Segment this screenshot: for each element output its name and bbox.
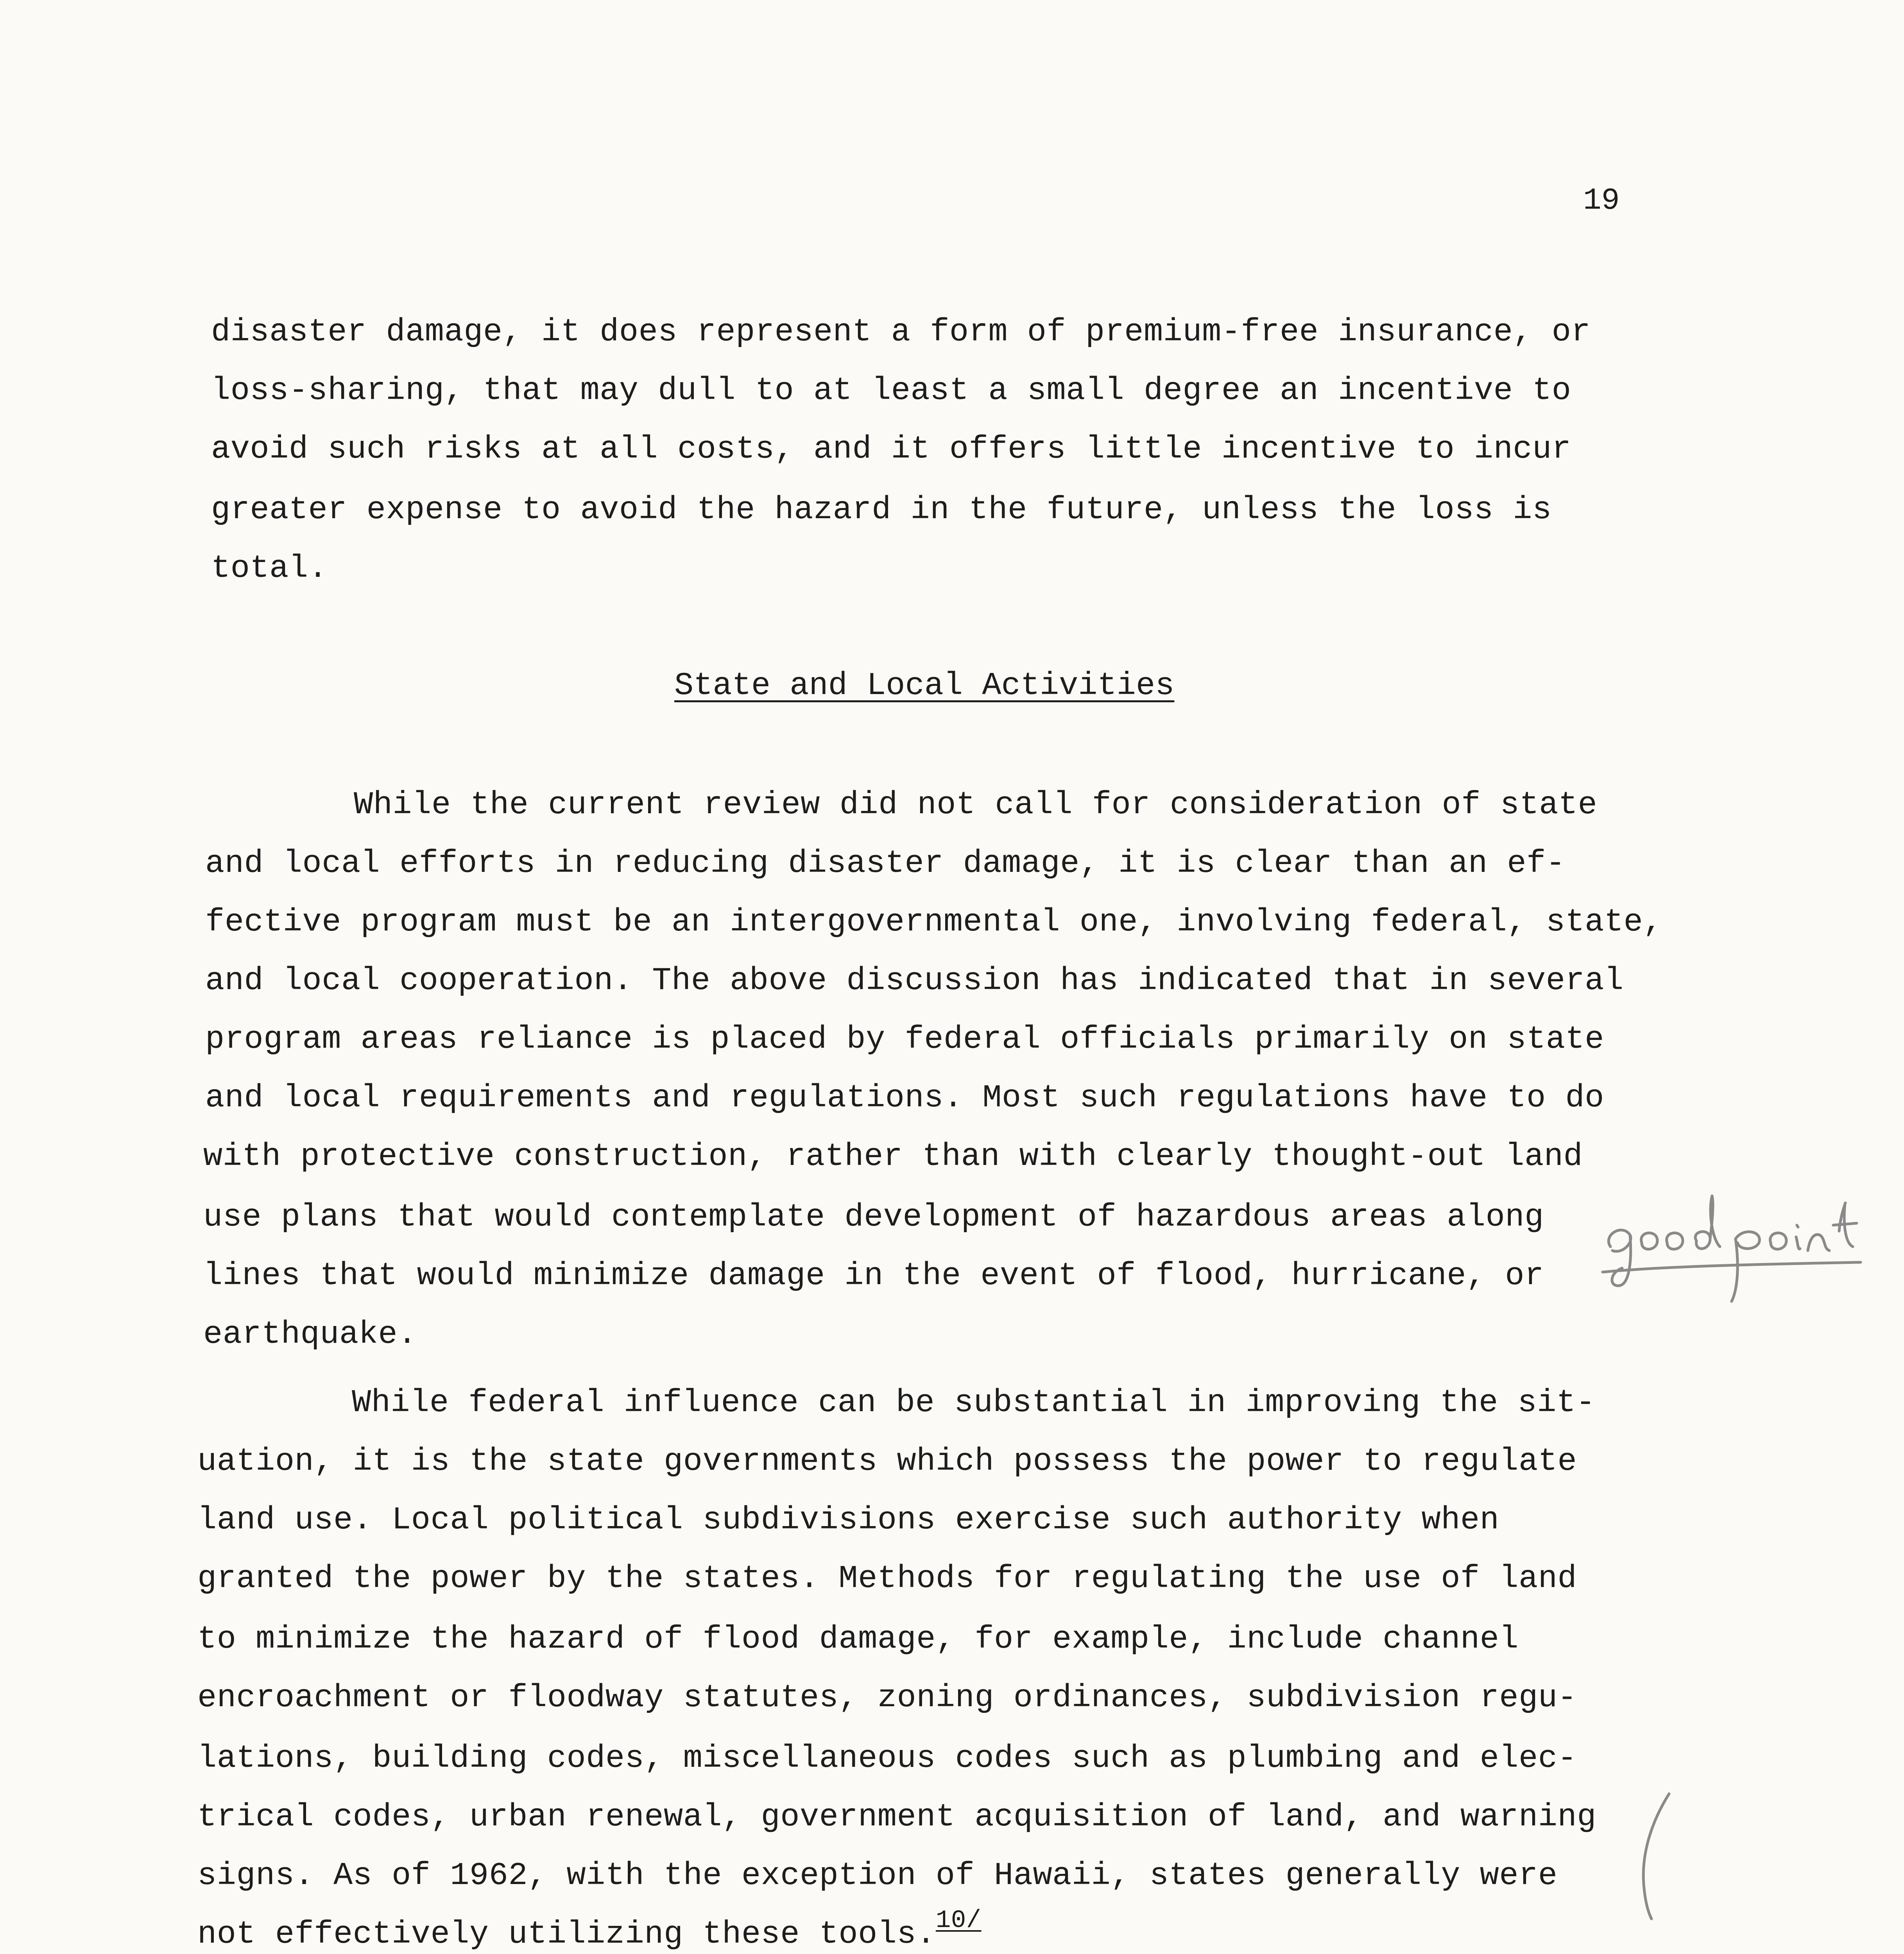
text-line: and local cooperation. The above discussion has indicated that in several	[205, 963, 1624, 999]
text-line: program areas reliance is placed by federal officials primarily on state	[205, 1021, 1604, 1058]
text-line: loss-sharing, that may dull to at least a small degree an incentive to	[211, 372, 1571, 409]
text-line: lines that would minimize damage in the event of flood, hurricane, or	[203, 1258, 1544, 1294]
text-line: to minimize the hazard of flood damage, for example, include channel	[197, 1621, 1519, 1657]
text-line: While federal influence can be substantial in improving the sit-	[352, 1385, 1596, 1421]
text-line: with protective construction, rather than with clearly thought-out land	[203, 1138, 1583, 1175]
text-line: While the current review did not call for consideration of state	[354, 787, 1598, 823]
text-line: encroachment or floodway statutes, zoning ordinances, subdivision regu-	[197, 1680, 1577, 1716]
text-line: fective program must be an intergovernmental one, involving federal, state,	[205, 904, 1663, 940]
footnote-reference: 10/	[935, 1907, 982, 1935]
text-line: greater expense to avoid the hazard in the future, unless the loss is	[211, 492, 1552, 528]
text-line-body: not effectively utilizing these tools.	[197, 1916, 936, 1952]
text-line: earthquake.	[203, 1316, 417, 1353]
handwritten-margin-note	[1595, 1188, 1868, 1329]
text-line: trical codes, urban renewal, government acquisition of land, and warning	[197, 1799, 1596, 1835]
text-line: lations, building codes, miscellaneous codes such as plumbing and elec-	[197, 1740, 1577, 1777]
margin-bracket-mark	[1634, 1790, 1681, 1923]
text-line: land use. Local political subdivisions exercise such authority when	[197, 1502, 1499, 1538]
page-number: 19	[1583, 184, 1620, 218]
text-line: uation, it is the state governments which possess the power to regulate	[197, 1443, 1577, 1480]
text-line: granted the power by the states. Methods for regulating the use of land	[197, 1560, 1577, 1597]
text-line: signs. As of 1962, with the exception of Hawaii, states generally were	[197, 1857, 1558, 1894]
text-line	[197, 1907, 982, 1954]
text-line: use plans that would contemplate development of hazardous areas along	[203, 1199, 1544, 1235]
text-line: and local requirements and regulations. Most such regulations have to do	[205, 1080, 1604, 1116]
text-line: total.	[211, 550, 328, 587]
section-heading: State and Local Activities	[674, 667, 1175, 704]
text-line: avoid such risks at all costs, and it offers little incentive to incur	[211, 431, 1571, 467]
text-line: disaster damage, it does represent a form of premium-free insurance, or	[211, 314, 1591, 350]
text-line: and local efforts in reducing disaster damage, it is clear than an ef-	[205, 845, 1565, 882]
